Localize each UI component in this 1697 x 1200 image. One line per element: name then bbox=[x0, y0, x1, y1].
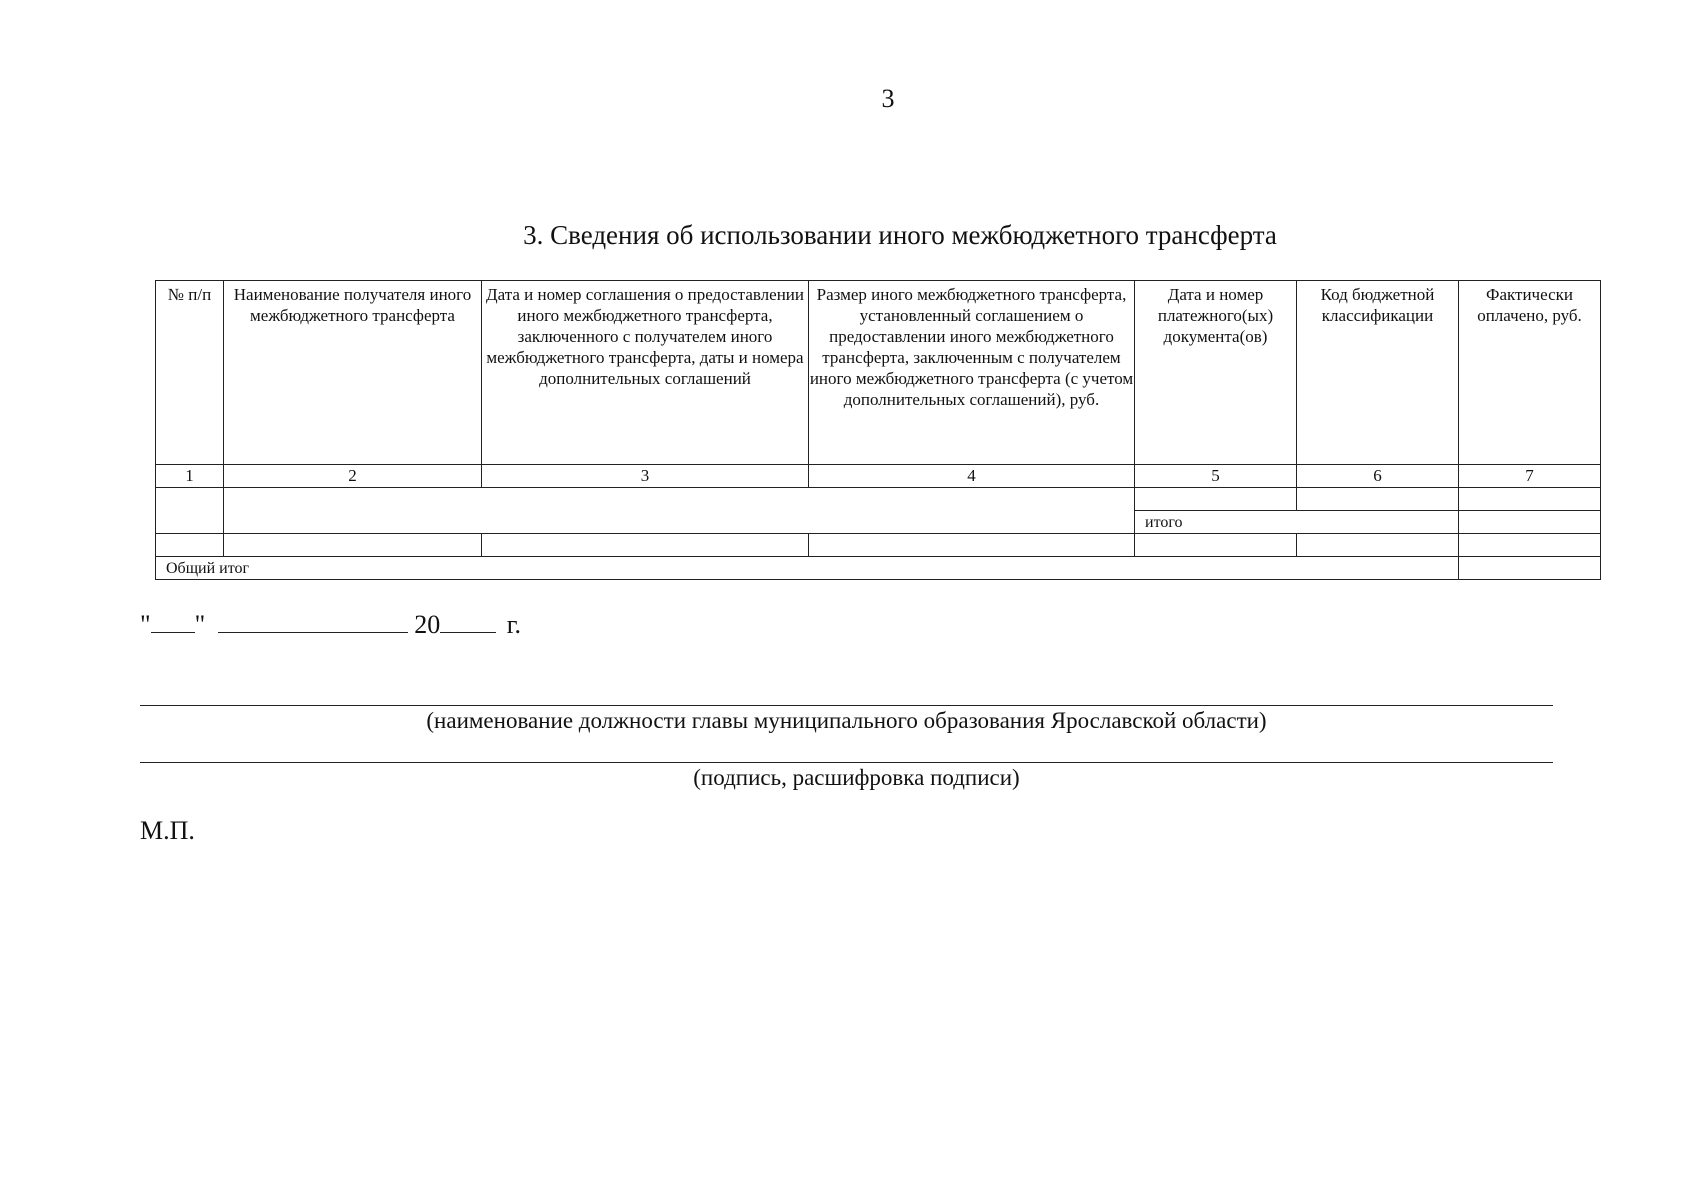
stamp-label: М.П. bbox=[140, 816, 195, 845]
table-cell[interactable] bbox=[224, 534, 482, 557]
signature-caption: (подпись, расшифровка подписи) bbox=[693, 765, 1020, 790]
header-actually-paid: Фактически оплачено, руб. bbox=[1459, 281, 1601, 465]
table-row bbox=[156, 534, 1601, 557]
header-row bbox=[156, 281, 1601, 465]
column-number: 7 bbox=[1459, 465, 1601, 488]
year-suffix: г. bbox=[506, 610, 521, 639]
signature-line[interactable] bbox=[140, 762, 1553, 763]
subtotal-label: итого bbox=[1135, 511, 1459, 534]
header-agreement: Дата и номер соглашения о предоставлении иного межбюджетного трансферта, заключенного с получателем иного межбюджетного трансферта, даты и номера дополнительных соглашений bbox=[482, 281, 809, 465]
table-cell[interactable] bbox=[224, 488, 1135, 534]
column-number: 1 bbox=[156, 465, 224, 488]
column-number: 5 bbox=[1135, 465, 1297, 488]
usage-table bbox=[155, 280, 1601, 580]
subtotal-value-cell[interactable] bbox=[1459, 511, 1601, 534]
table-cell[interactable] bbox=[1459, 534, 1601, 557]
table-cell[interactable] bbox=[1297, 488, 1459, 511]
table-cell[interactable] bbox=[156, 534, 224, 557]
column-number-row bbox=[156, 465, 1601, 488]
grand-total-row bbox=[156, 557, 1601, 580]
table-cell[interactable] bbox=[1297, 534, 1459, 557]
header-recipient: Наименование получателя иного межбюджетного трансферта bbox=[224, 281, 482, 465]
column-number: 6 bbox=[1297, 465, 1459, 488]
header-payment-docs: Дата и номер платежного(ых) документа(ов) bbox=[1135, 281, 1297, 465]
table-cell[interactable] bbox=[482, 534, 809, 557]
year-blank[interactable] bbox=[440, 608, 496, 633]
column-number: 4 bbox=[809, 465, 1135, 488]
table-cell[interactable] bbox=[1459, 488, 1601, 511]
header-index: № п/п bbox=[156, 281, 224, 465]
grand-total-label: Общий итог bbox=[156, 557, 1459, 580]
year-prefix: 20 bbox=[414, 610, 441, 639]
month-blank[interactable] bbox=[218, 608, 408, 633]
table-cell[interactable] bbox=[809, 534, 1135, 557]
table-cell[interactable] bbox=[1135, 534, 1297, 557]
column-number: 3 bbox=[482, 465, 809, 488]
header-budget-code: Код бюджетной классификации bbox=[1297, 281, 1459, 465]
date-line bbox=[140, 608, 521, 640]
table-cell[interactable] bbox=[156, 488, 224, 534]
table-row bbox=[156, 488, 1601, 511]
position-line[interactable] bbox=[140, 705, 1553, 706]
grand-total-value-cell[interactable] bbox=[1459, 557, 1601, 580]
position-caption: (наименование должности главы муниципального образования Ярославской области) bbox=[426, 708, 1267, 733]
column-number: 2 bbox=[224, 465, 482, 488]
day-blank[interactable] bbox=[151, 608, 195, 633]
date-close-quote: " bbox=[194, 610, 206, 639]
page-number: 3 bbox=[881, 84, 895, 113]
table-cell[interactable] bbox=[1135, 488, 1297, 511]
date-open-quote: " bbox=[140, 610, 151, 639]
header-amount: Размер иного межбюджетного трансферта, установленный соглашением о предоставлении иного межбюджетного трансферта, заключенным с получателем иного межбюджетного трансферта (с учетом дополнительных соглашений), руб. bbox=[809, 281, 1135, 465]
section-title: 3. Сведения об использовании иного межбюджетного трансферта bbox=[523, 220, 1277, 250]
